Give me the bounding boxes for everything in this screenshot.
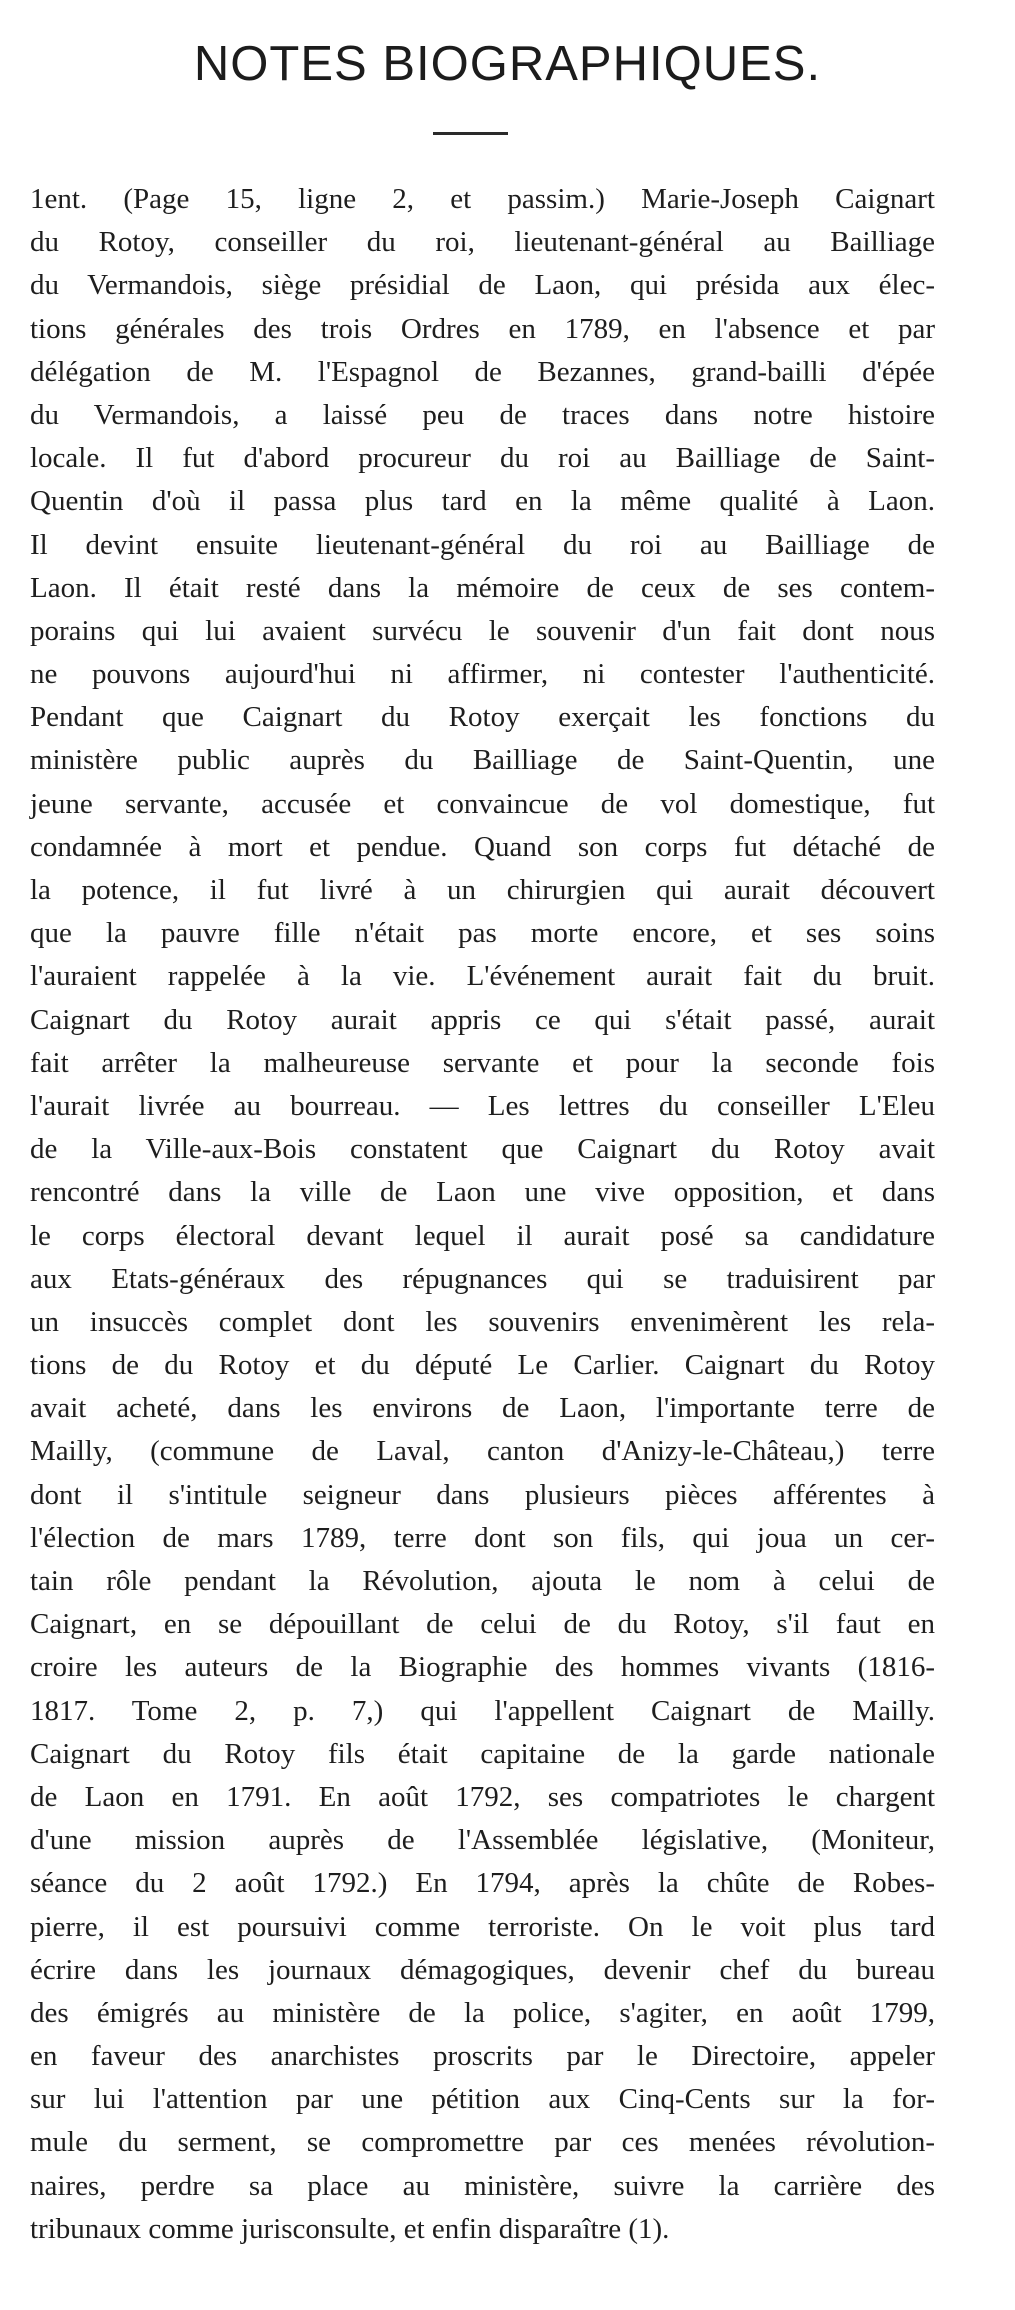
- text-line: en faveur des anarchistes proscrits par le Directoire, appeler: [30, 2040, 935, 2073]
- text-line: avait acheté, dans les environs de Laon, l'importante terre de: [30, 1392, 935, 1425]
- text-line: dont il s'intitule seigneur dans plusieurs pièces afférentes à: [30, 1478, 935, 1511]
- text-line: tain rôle pendant la Révolution, ajouta le nom à celui de: [30, 1565, 935, 1597]
- text-line: Mailly, (commune de Laval, canton d'Anizy-le-Château,) terre: [30, 1435, 935, 1468]
- text-line: mule du serment, se compromettre par ces menées révolution-: [30, 2126, 935, 2159]
- text-line: Pendant que Caignart du Rotoy exerçait les fonctions du: [30, 701, 935, 734]
- text-line: du Vermandois, a laissé peu de traces dans notre histoire: [30, 398, 935, 431]
- text-line: croire les auteurs de la Biographie des hommes vivants (1816-: [30, 1651, 935, 1684]
- text-line: Il devint ensuite lieutenant-général du roi au Bailliage de: [30, 528, 935, 561]
- text-line: écrire dans les journaux démagogiques, devenir chef du bureau: [30, 1953, 935, 1986]
- text-line: Laon. Il était resté dans la mémoire de ceux de ses contem-: [30, 571, 935, 604]
- text-line: tions de du Rotoy et du député Le Carlier. Caignart du Rotoy: [30, 1349, 935, 1382]
- body-text: [30, 178, 935, 2251]
- text-line: Caignart, en se dépouillant de celui de du Rotoy, s'il faut en: [30, 1608, 935, 1641]
- text-line: jeune servante, accusée et convaincue de vol domestique, fut: [30, 787, 935, 820]
- text-line: 1817. Tome 2, p. 7,) qui l'appellent Caignart de Mailly.: [30, 1694, 935, 1727]
- text-line: porains qui lui avaient survécu le souvenir d'un fait dont nous: [30, 614, 935, 647]
- text-line: l'élection de mars 1789, terre dont son fils, qui joua un cer-: [30, 1521, 935, 1554]
- text-line: pierre, il est poursuivi comme terroriste. On le voit plus tard: [30, 1910, 935, 1943]
- text-line: fait arrêter la malheureuse servante et pour la seconde fois: [30, 1046, 935, 1079]
- text-line: ministère public auprès du Bailliage de Saint-Quentin, une: [30, 744, 935, 777]
- text-line: que la pauvre fille n'était pas morte encore, et ses soins: [30, 917, 935, 950]
- text-line: la potence, il fut livré à un chirurgien qui aurait découvert: [30, 874, 935, 906]
- page-title: NOTES BIOGRAPHIQUES.: [193, 37, 822, 91]
- text-line: délégation de M. l'Espagnol de Bezannes, grand-bailli d'épée: [30, 355, 935, 388]
- text-line: sur lui l'attention par une pétition aux Cinq-Cents sur la for-: [30, 2083, 935, 2116]
- text-line: l'aurait livrée au bourreau. — Les lettres du conseiller L'Eleu: [30, 1089, 935, 1122]
- text-line: du Rotoy, conseiller du roi, lieutenant-général au Bailliage: [30, 226, 935, 259]
- text-line: d'une mission auprès de l'Assemblée législative, (Moniteur,: [30, 1824, 935, 1857]
- text-line: de Laon en 1791. En août 1792, ses compatriotes le chargent: [30, 1780, 935, 1813]
- text-line: tions générales des trois Ordres en 1789, en l'absence et par: [30, 312, 935, 345]
- text-line: l'auraient rappelée à la vie. L'événement aurait fait du bruit.: [30, 960, 935, 993]
- title-divider: [433, 132, 508, 135]
- text-line: un insuccès complet dont les souvenirs envenimèrent les rela-: [30, 1305, 935, 1338]
- text-line: rencontré dans la ville de Laon une vive opposition, et dans: [30, 1176, 935, 1209]
- text-line: Quentin d'où il passa plus tard en la même qualité à Laon.: [30, 485, 935, 518]
- text-line: de la Ville-aux-Bois constatent que Caignart du Rotoy avait: [30, 1133, 935, 1166]
- text-line: naires, perdre sa place au ministère, suivre la carrière des: [30, 2169, 935, 2202]
- text-line: locale. Il fut d'abord procureur du roi au Bailliage de Saint-: [30, 442, 935, 475]
- text-line: ne pouvons aujourd'hui ni affirmer, ni contester l'authenticité.: [30, 658, 935, 691]
- text-line: le corps électoral devant lequel il aurait posé sa candidature: [30, 1219, 935, 1252]
- text-line: du Vermandois, siège présidial de Laon, qui présida aux élec-: [30, 269, 935, 302]
- text-line: 1ent. (Page 15, ligne 2, et passim.) Marie-Joseph Caignart: [30, 183, 935, 215]
- text-line: tribunaux comme jurisconsulte, et enfin disparaître (1).: [30, 2212, 670, 2245]
- text-line: Caignart du Rotoy aurait appris ce qui s'était passé, aurait: [30, 1003, 935, 1036]
- text-line: séance du 2 août 1792.) En 1794, après la chûte de Robes-: [30, 1867, 935, 1900]
- text-line: condamnée à mort et pendue. Quand son corps fut détaché de: [30, 830, 935, 863]
- text-line: Caignart du Rotoy fils était capitaine de la garde nationale: [30, 1737, 935, 1770]
- text-line: aux Etats-généraux des répugnances qui se traduisirent par: [30, 1262, 935, 1295]
- text-line: des émigrés au ministère de la police, s'agiter, en août 1799,: [30, 1996, 935, 2029]
